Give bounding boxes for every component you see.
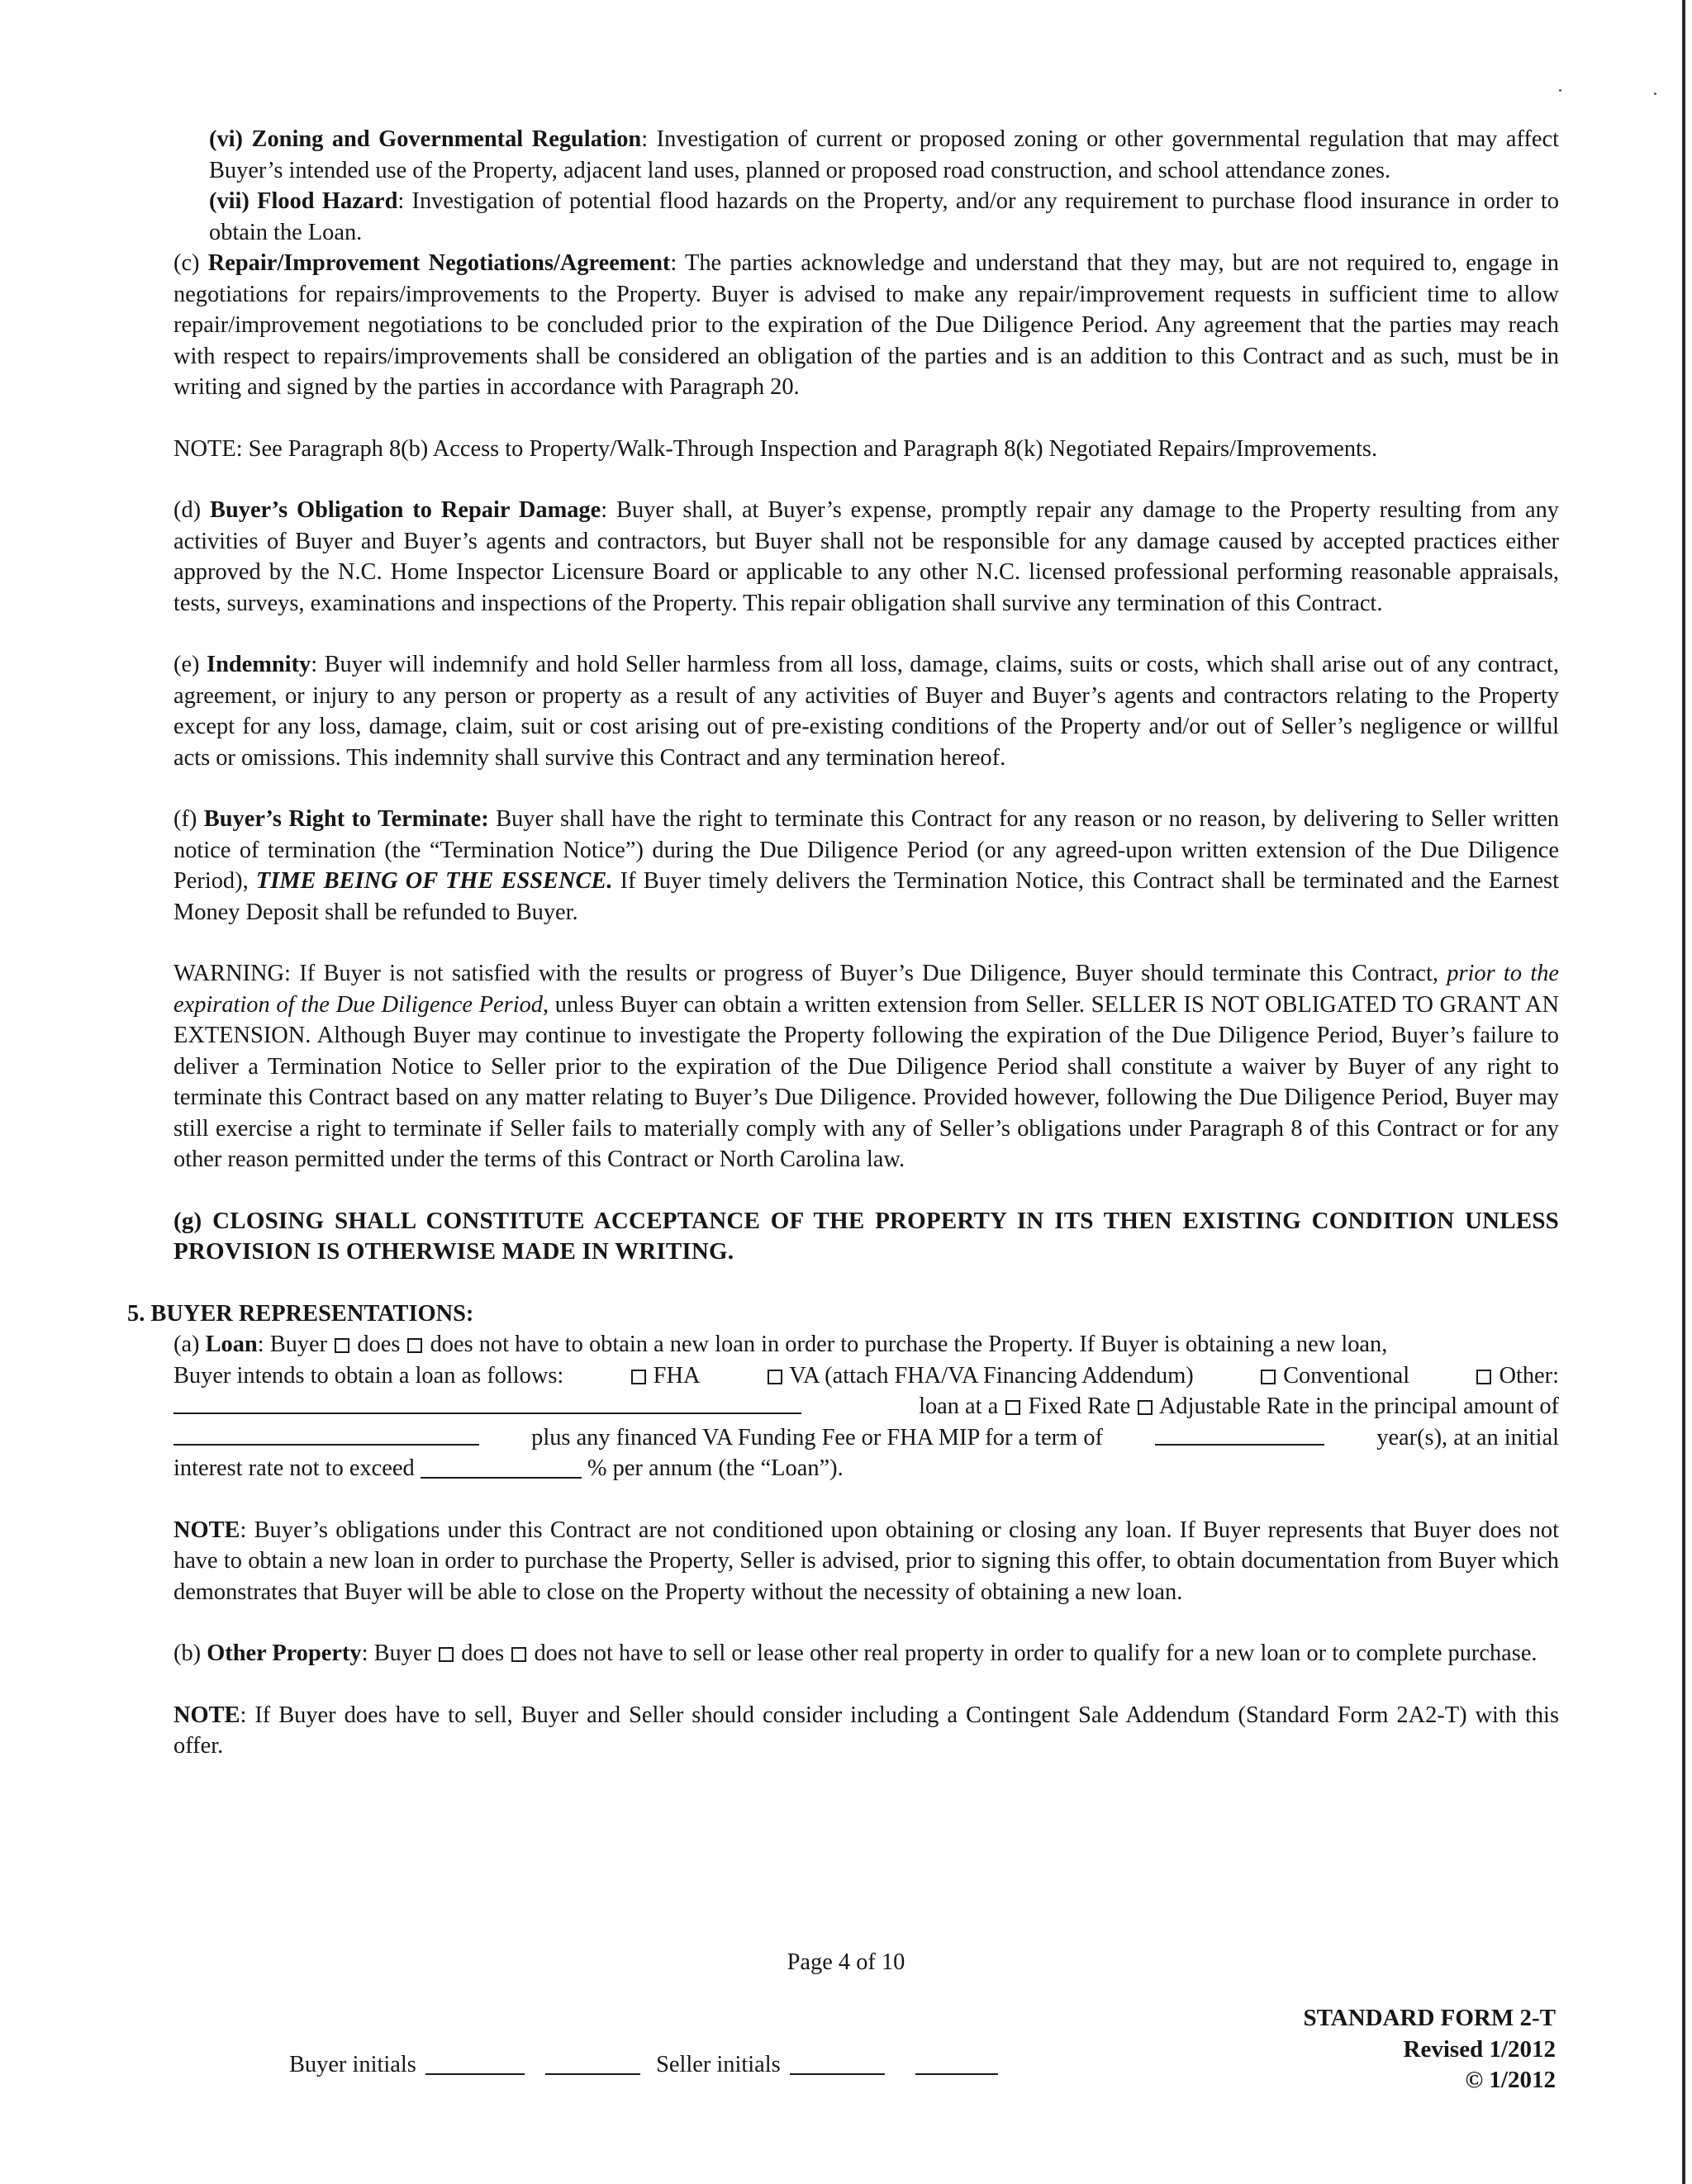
warning-paragraph: WARNING: If Buyer is not satisfied with the results or progress of Buyer’s Due Diligence, Buyer should terminate this Contract, prior to the expiration of the Due Diligence Period, unless Buyer can obtain a written extension from Seller. SELLER IS NOT OBLIGATED TO GRANT AN EXTENSION. Although Buyer may continue to investigate the Property following the expiration of the Due Diligence Period, Buyer’s failure to deliver a Termination Notice to Seller prior to the expiration of the Due Diligence Period shall constitute a waiver by Buyer of any right to terminate this Contract based on any matter relating to Buyer’s Due Diligence. Provided however, following the Due Diligence Period, Buyer may still exercise a right to terminate if Seller fails to materially comply with any of Seller’s obligations under Paragraph 8 of this Contract or for any other reason permitted under the terms of this Contract or North Carolina law. [173,961,1560,1172]
other-checkbox[interactable] [1476,1370,1491,1384]
note-loan-obligations: NOTE: Buyer’s obligations under this Contract are not conditioned upon obtaining or closing any loan. If Buyer represents that Buyer does not have to obtain a new loan in order to purchase the Property, Seller is advised, prior to signing this offer, to obtain documentation from Buyer which demonstrates that Buyer will be able to close on the Property without the necessity of obtaining a new loan. [173,1517,1559,1605]
other-loan-field[interactable] [173,1391,801,1414]
loan-does-checkbox[interactable] [335,1338,349,1353]
seller-initials-field-2[interactable] [915,2052,998,2075]
principal-amount-field[interactable] [173,1422,479,1446]
item-vii-flood: (vii) Flood Hazard: Investigation of potential flood hazards on the Property, and/or any requirement to purchase flood insurance in order to obtain the Loan. [209,188,1559,245]
item-f-right-to-terminate: (f) Buyer’s Right to Terminate: Buyer shall have the right to terminate this Contract for any reason or no reason, by delivering to Seller written notice of termination (the “Termination Notice”) during the Due Diligence Period (or any agreed-upon written extension of the Due Diligence Period), TIME BEING OF THE ESSENCE. If Buyer timely delivers the Termination Notice, this Contract shall be terminated and the Earnest Money Deposit shall be refunded to Buyer. [173,806,1559,925]
item-g-closing-acceptance: (g) CLOSING SHALL CONSTITUTE ACCEPTANCE OF THE PROPERTY IN ITS THEN EXISTING CONDITION UNLESS PROVISION IS OTHERWISE MADE IN WRITING. [173,1207,1559,1265]
buyer-initials-field-2[interactable] [545,2052,640,2075]
document-body [127,124,1560,1762]
initials-line: Buyer initials Seller initials [289,2052,998,2078]
item-e-indemnity: (e) Indemnity: Buyer will indemnify and hold Seller harmless from all loss, damage, claims, suits or costs, which shall arise out of any contract, agreement, or injury to any person or property as a result of any activities of Buyer and Buyer’s agents and contractors relating to the Property except for any loss, damage, claim, suit or cost arising out of pre-existing conditions of the Property and/or out of Seller’s negligence or willful acts or omissions. This indemnity shall survive this Contract and any termination hereof. [173,652,1559,771]
loan-term-line: plus any financed VA Funding Fee or FHA MIP for a term of year(s), at an initial [153,1422,1559,1454]
page-number: Page 4 of 10 [787,1949,905,1975]
note-contingent-sale: NOTE: If Buyer does have to sell, Buyer and Seller should consider including a Contingent Sale Addendum (Standard Form 2A2-T) with this offer. [173,1702,1559,1759]
item-b-other-property: (b) Other Property: Buyer does does not have to sell or lease other real property in order to qualify for a new loan or to complete purchase. [173,1640,1538,1666]
item-a-loan: (a) Loan: Buyer does does not have to obtain a new loan in order to purchase the Property. If Buyer is obtaining a new loan, [173,1332,1388,1357]
loan-does-not-checkbox[interactable] [407,1338,422,1353]
other-property-does-checkbox[interactable] [439,1647,454,1662]
adjustable-rate-checkbox[interactable] [1138,1400,1153,1415]
scan-speck [1654,93,1656,95]
fha-checkbox[interactable] [631,1370,646,1384]
seller-initials-field-1[interactable] [790,2052,885,2075]
section-5-heading: 5. BUYER REPRESENTATIONS: [127,1300,474,1327]
conventional-checkbox[interactable] [1261,1370,1276,1384]
item-d-repair-damage: (d) Buyer’s Obligation to Repair Damage: Buyer shall, at Buyer’s expense, promptly repair any damage to the Property resulting from any activities of Buyer and Buyer’s agents and contractors, but Buyer shall not be responsible for any damage caused by accepted practices either approved by the N.C. Home Inspector Licensure Board or applicable to any other N.C. licensed professional performing reasonable appraisals, tests, surveys, examinations and inspections of the Property. This repair obligation shall survive any termination of this Contract. [173,497,1560,616]
interest-rate-field[interactable] [421,1455,582,1479]
fixed-rate-checkbox[interactable] [1005,1400,1020,1415]
va-checkbox[interactable] [768,1370,782,1384]
loan-rate-line: loan at a Fixed Rate Adjustable Rate in the principal amount of [153,1391,1559,1422]
item-vi-zoning: (vi) Zoning and Governmental Regulation: Investigation of current or proposed zoning or other governmental regulation that may affect Buyer’s intended use of the Property, adjacent land uses, planned or proposed road construction, and school attendance zones. [209,126,1559,183]
buyer-initials-field-1[interactable] [425,2052,525,2075]
form-identifier: STANDARD FORM 2-T Revised 1/2012 © 1/2012 [1303,2005,1556,2093]
loan-interest-line: interest rate not to exceed % per annum (the “Loan”). [173,1455,844,1481]
loan-type-line: Buyer intends to obtain a loan as follows: FHA VA (attach FHA/VA Financing Addendum) Conventional Other: [173,1362,1559,1389]
loan-term-field[interactable] [1155,1422,1324,1446]
other-property-does-not-checkbox[interactable] [511,1647,526,1662]
scan-speck [1559,89,1561,92]
scan-edge-line [1682,0,1685,2184]
note-see-paragraph-8: NOTE: See Paragraph 8(b) Access to Property/Walk-Through Inspection and Paragraph 8(k) Negotiated Repairs/Improvements. [173,435,1378,462]
item-c-repair-negotiations: (c) Repair/Improvement Negotiations/Agreement: The parties acknowledge and understand that they may, but are not required to, engage in negotiations for repairs/improvements to the Property. Buyer is advised to make any repair/improvement requests in sufficient time to allow repair/improvement negotiations to be concluded prior to the expiration of the Due Diligence Period. Any agreement that the parties may reach with respect to repairs/improvements shall be considered an obligation of the parties and is an addition to this Contract and as such, must be in writing and signed by the parties in accordance with Paragraph 20. [173,250,1559,400]
